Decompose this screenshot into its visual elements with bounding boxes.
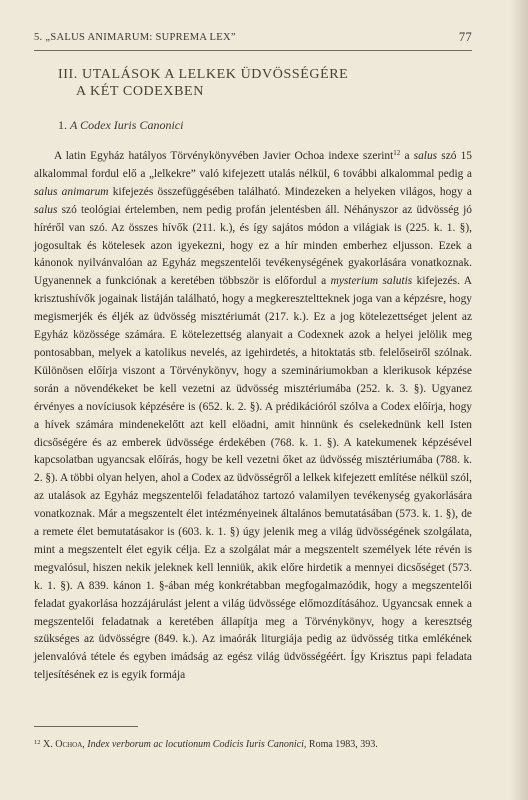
running-title: 5. „SALUS ANIMARUM: SUPREMA LEX”	[34, 32, 236, 43]
chapter-heading-line-1: III. UTALÁSOK A LELKEK ÜDVÖSSÉGÉRE	[58, 67, 349, 82]
section-title: A Codex Iuris Canonici	[70, 118, 184, 132]
header-rule	[34, 50, 472, 51]
chapter-heading	[58, 66, 472, 100]
body-paragraph	[34, 148, 472, 685]
footnote-title: Index verborum ac locutionum Codicis Iuris Canonici,	[87, 739, 307, 750]
page-edge-shadow	[510, 0, 528, 800]
footnote-rule	[34, 726, 138, 727]
footnote-rest: Roma 1983, 393.	[306, 739, 378, 750]
body-text: kifejezés. A krisztushívők jogainak listáján található, hogy a megkereszteltteknek joga van a képzésre, hogy megismerjék és éljék az üdvösség misztériumát (217. k.). Ez a jog kötelezettséget jelent az Egyház közössége számára. E kötelezettség alanyait a Codexnek azok a helyei jelölik meg pontosabban, melyek a katolikus nevelés, az igehirdetés, a hitoktatás stb. felelőseiről szólnak. Különösen előírja viszont a Törvénykönyv, hogy a szemináriumokban a klerikusok képzése során a növendékeket be kell vezetni az üdvösség misztériumába (252. k. 3. §). Ugyanez érvényes a novíciusok képzésére is (652. k. 2. §). A prédikációról szólva a Codex előírja, hogy a hívek számára mindenekelőtt azt kell elöadni, amit hinnünk és cselekednünk kell Isten dicsőségére és az emberek üdvössége érdekében (768. k. 1. §). A katekumenek képzésével kapcsolatban ugyancsak előírás, hogy be kell vezetni őket az üdvösség misztériumába (788. k. 2. §). A többi olyan helyen, ahol a Codex az üdvösségről a lelkek kifejezett említése nélkül szól, az utalások az Egyház megszentelői feladatához tartozó valamilyen tevékenység gyakorlására vonatkoznak. Már a megszentelt élet intézményeinek általános bemutatásában (573. k. 1. §), de a remete élet bemutatásakor is (603. k. 1. §) úgy jelenik meg a világ üdvösségének szolgálata, mint a megszentelt élet egyik célja. Ez a szolgálat már a megszentelt személyek léte révén is megvalósul, hiszen nekik jeleknek kell lenniük, akik előre hirdetik a mennyei dicsőséget (573. k. 1. §). A 839. kánon 1. §-ában még konkrétabban megfogalmazódik, hogy a megszentelői feladat gyakorlása hozzájárulást jelent a világ üdvössége előmozdításához. Ugyancsak ennek a megszentelői feladatnak a keretében állapítja meg a Törvénykönyv, hogy a keresztség szükséges az üdvösségre (849. k.). Az imaórák liturgiája pedig az üdvösség titka emlékének jelenvalóvá tétele és egyben imádság az egész világ üdvösségéért. Így Krisztus papi feladata teljesítésének ez is egyik formája	[34, 275, 472, 682]
chapter-heading-line-2: A KÉT CODEXBEN	[76, 84, 204, 99]
italic-term: salus	[34, 203, 58, 216]
body-text: A latin Egyház hatályos Törvénykönyvében Javier Ochoa indexe szerint	[54, 150, 394, 162]
footnote-author: X. Ochoa,	[43, 739, 85, 750]
footnote-reference[interactable]: 12	[393, 149, 401, 157]
body-text: a	[400, 150, 414, 162]
italic-term: salus animarum	[34, 185, 109, 198]
footnote-number: 12	[34, 739, 41, 746]
body-text: szó teológiai értelemben, nem pedig profán jelentésben áll. Néhányszor az üdvösség jó híréről van szó. Az összes hívők (211. k.), és így sajátos módon a világiak is (225. k. 1. §), jogosultak és kötelesek azon igyekezni, hogy ez a hír minden emberhez eljusson. Ezek a kánonok nyilvánvalóan az Egyház megszentelői tevékenységének gyakorlására vonatkoznak. Ugyanennek a funkciónak a keretében többször is előfordul a	[34, 203, 472, 288]
running-head	[34, 32, 472, 43]
footnote	[34, 738, 464, 751]
section-heading	[58, 118, 183, 133]
page-number: 77	[458, 30, 472, 44]
body-text: szó 15 alkalommal fordul elő a „lelkekre” való kifejezett utalás nélkül, 6 további alkalommal pedig a	[34, 150, 472, 180]
body-text: kifejezés összefüggésében található. Mindezeken a helyeken világos, hogy a	[108, 185, 472, 198]
italic-term: mysterium salutis	[330, 275, 413, 288]
section-number: 1.	[58, 118, 67, 132]
italic-term: salus	[413, 150, 438, 162]
